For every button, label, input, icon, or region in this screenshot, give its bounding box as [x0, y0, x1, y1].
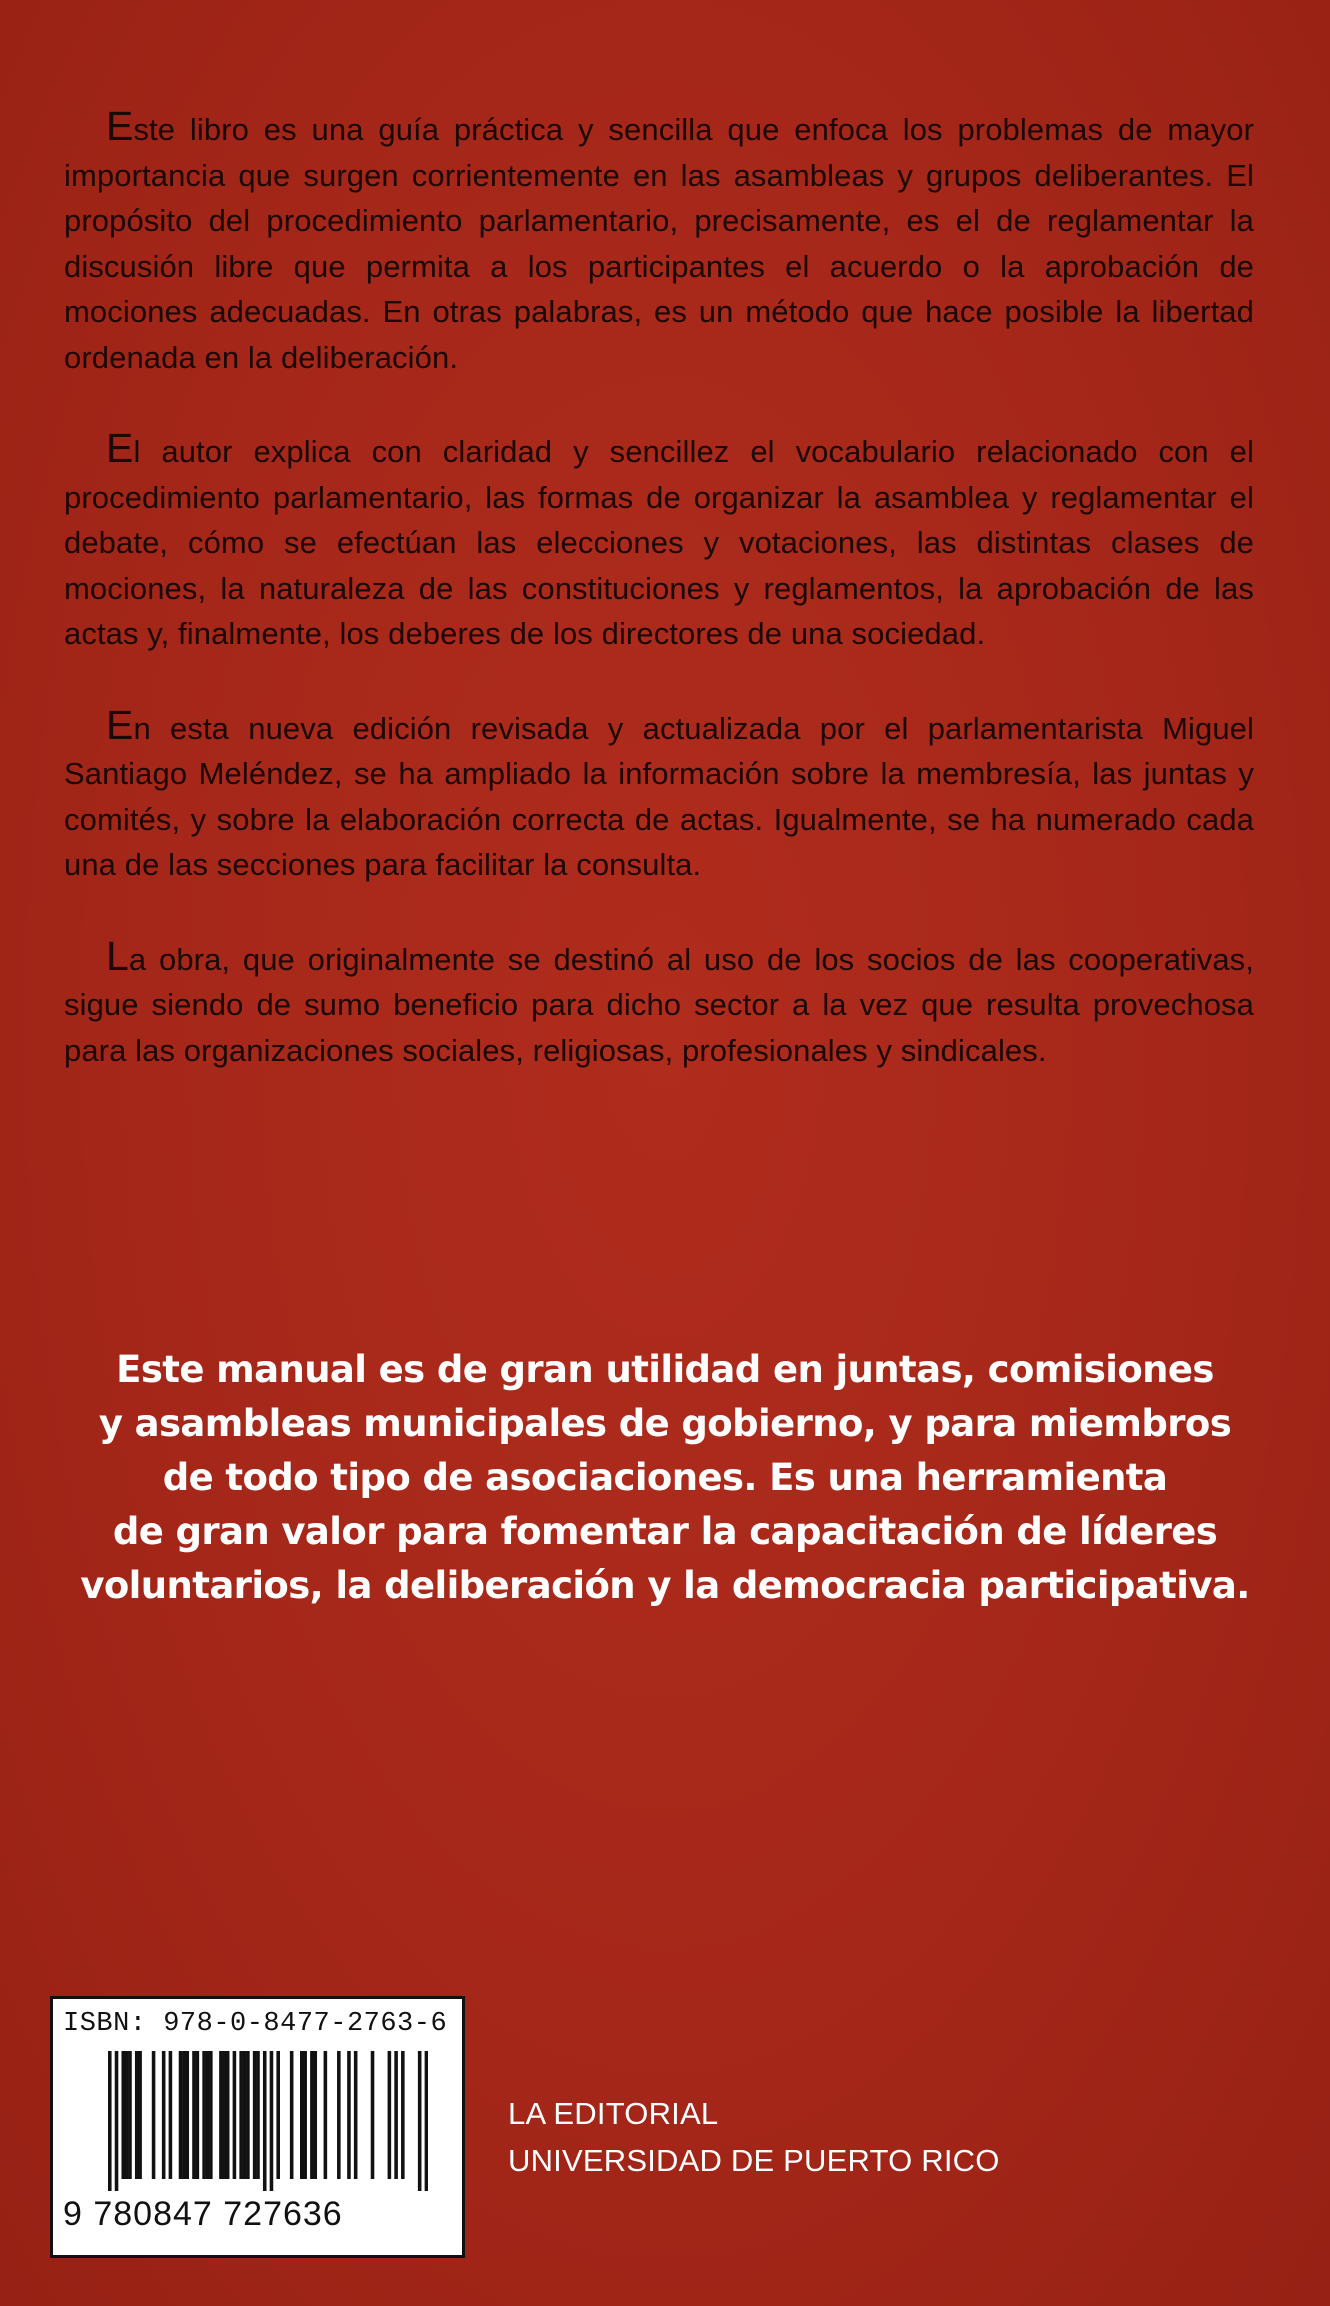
barcode-bar — [239, 2051, 243, 2179]
highlight-line-2: y asambleas municipales de gobierno, y para miembros — [98, 1402, 1232, 1445]
publisher-line-1: LA EDITORIAL — [508, 2096, 719, 2131]
highlight-line-5: voluntarios, la deliberación y la democracia participativa. — [80, 1564, 1250, 1607]
barcode-bar — [290, 2051, 294, 2179]
barcode-bar — [303, 2051, 307, 2179]
blurb-paragraph-2: El autor explica con claridad y sencillez el vocabulario relacionado con el procedimiento parlamentario, las formas de organizar la asamblea y reglamentar el debate, cómo se efectúan las elecciones y votaciones, las distintas clases de mociones, la naturaleza de las constituciones y reglamentos, la aprobación de las actas y, finalmente, los deberes de los directores de una sociedad. — [64, 425, 1254, 651]
barcode-bar — [347, 2051, 351, 2179]
barcode-bar — [313, 2051, 317, 2179]
highlight-line-3: de todo tipo de asociaciones. Es una herramienta — [162, 1456, 1168, 1499]
barcode-bar — [337, 2051, 341, 2179]
blurb-text — [64, 104, 1254, 1119]
barcode-bar — [371, 2051, 375, 2179]
barcode-bar — [418, 2051, 422, 2191]
barcode-bar — [300, 2051, 304, 2179]
barcode-digits: 9 780847 727636 — [63, 2195, 343, 2233]
barcode-bar — [121, 2051, 125, 2179]
publisher-line-2: UNIVERSIDAD DE PUERTO RICO — [508, 2143, 1000, 2178]
publisher-name — [508, 2090, 1000, 2184]
barcode-bar — [246, 2051, 250, 2179]
barcode-bar — [108, 2051, 112, 2191]
barcode-bar — [138, 2051, 142, 2179]
barcode-bar — [263, 2051, 267, 2191]
barcode-bar — [233, 2051, 237, 2179]
barcode-bar — [394, 2051, 398, 2179]
highlight-line-1: Este manual es de gran utilidad en juntas, comisiones — [116, 1348, 1214, 1391]
barcode-bar — [182, 2051, 186, 2179]
barcode-bar — [310, 2051, 314, 2179]
barcode-bar — [162, 2051, 166, 2179]
barcode-bar — [219, 2051, 223, 2179]
barcode-bar — [270, 2051, 274, 2191]
barcode-bar — [185, 2051, 189, 2179]
barcode-bar — [253, 2051, 257, 2179]
barcode-bar — [179, 2051, 183, 2179]
barcode-bar — [192, 2051, 196, 2179]
blurb-paragraph-4: La obra, que originalmente se destinó al uso de los socios de las cooperativas, sigue siendo de sumo beneficio para dicho sector a la vez que resulta provechosa para las organizaciones sociales, religiosas, profesionales y sindicales. — [64, 932, 1254, 1068]
barcode-bar — [425, 2051, 428, 2191]
barcode-bar — [206, 2051, 210, 2179]
barcode-bar — [128, 2051, 132, 2179]
blurb-paragraph-1: Este libro es una guía práctica y sencilla que enfoca los problemas de mayor importancia que surgen corrientemente en las asambleas y grupos deliberantes. El propósito del procedimiento parlamentario, precisamente, es el de reglamentar la discusión libre que permita a los participantes el acuerdo o la aprobación de mociones adecuadas. En otras palabras, es un método que hace posible la libertad ordenada en la deliberación. — [64, 103, 1254, 375]
barcode-bar — [169, 2051, 173, 2179]
blurb-paragraph-3: En esta nueva edición revisada y actualizada por el parlamentarista Miguel Santiago Meléndez, se ha ampliado la información sobre la membresía, las juntas y comités, y sobre la elaboración correcta de actas. Igualmente, se ha numerado cada una de las secciones para facilitar la consulta. — [64, 701, 1254, 882]
barcode-bar — [256, 2051, 260, 2179]
barcode-bar — [243, 2051, 247, 2179]
barcode-bar — [202, 2051, 206, 2179]
barcode-bar — [276, 2051, 280, 2179]
barcode-bar — [401, 2051, 405, 2179]
barcode-bar — [209, 2051, 213, 2179]
barcode-bar — [135, 2051, 139, 2179]
isbn-label: ISBN: 978-0-8477-2763-6 — [63, 2009, 448, 2039]
barcode-bar — [196, 2051, 200, 2179]
barcode-bar — [324, 2051, 328, 2179]
highlight-line-4: de gran valor para fomentar la capacitación de líderes — [112, 1510, 1218, 1553]
barcode-bar — [152, 2051, 156, 2179]
barcode-bar — [354, 2051, 358, 2179]
isbn-barcode-box — [50, 1996, 465, 2258]
barcode-bar — [388, 2051, 392, 2179]
highlight-statement — [60, 1343, 1270, 1613]
barcode-bar — [115, 2051, 119, 2191]
barcode-bar — [223, 2051, 227, 2179]
barcode-bars — [108, 2051, 428, 2191]
barcode-bar — [226, 2051, 230, 2179]
barcode-bar — [125, 2051, 129, 2179]
